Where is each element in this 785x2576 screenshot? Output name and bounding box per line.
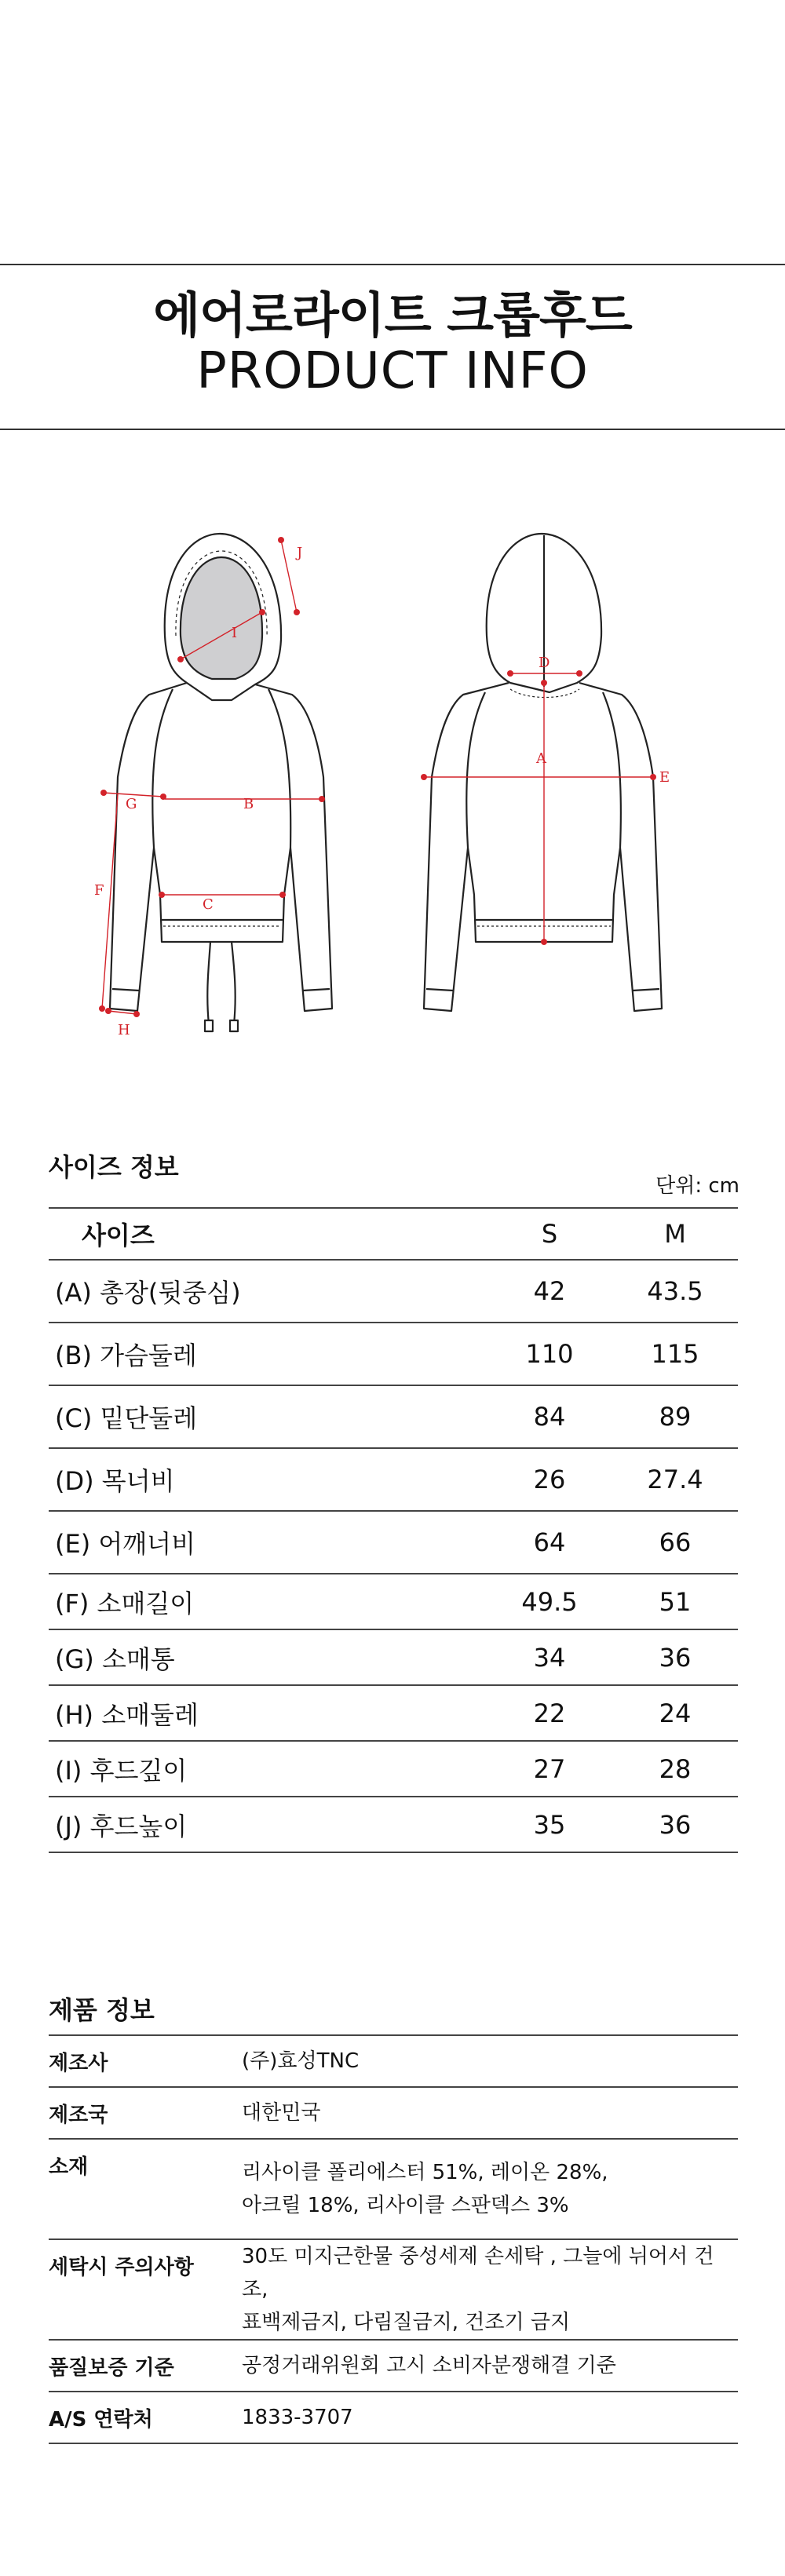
info-label: 제조사 bbox=[49, 2035, 242, 2087]
row-s-value: 64 bbox=[487, 1511, 612, 1574]
row-name: (F) 소매길이 bbox=[49, 1574, 487, 1629]
label-f: F bbox=[94, 882, 104, 899]
info-value-line: 표백제금지, 다림질금지, 건조기 금지 bbox=[242, 2311, 571, 2334]
product-info-table bbox=[49, 2034, 738, 2444]
label-c: C bbox=[203, 896, 214, 913]
row-name: (A) 총장(뒷중심) bbox=[49, 1260, 487, 1323]
row-m-value: 28 bbox=[612, 1741, 738, 1797]
column-m: M bbox=[612, 1208, 738, 1260]
row-m-value: 43.5 bbox=[612, 1260, 738, 1323]
info-value-line: 아크릴 18%, 리사이클 스판덱스 3% bbox=[242, 2194, 569, 2217]
row-s-value: 84 bbox=[487, 1385, 612, 1448]
info-value-line: (주)효성TNC bbox=[242, 2049, 360, 2073]
row-name: (E) 어깨너비 bbox=[49, 1511, 487, 1574]
table-row bbox=[49, 1629, 738, 1685]
info-label: 제조국 bbox=[49, 2087, 242, 2139]
size-info-title: 사이즈 정보 bbox=[49, 1152, 179, 1182]
table-row bbox=[49, 1685, 738, 1741]
label-d: D bbox=[539, 655, 550, 671]
info-label: A/S 연락처 bbox=[49, 2392, 242, 2443]
row-s-value: 22 bbox=[487, 1685, 612, 1741]
product-info-title: 제품 정보 bbox=[49, 1995, 155, 2025]
info-value bbox=[242, 2239, 738, 2340]
row-m-value: 115 bbox=[612, 1323, 738, 1385]
label-j: J bbox=[297, 545, 303, 561]
unit-label: 단위: cm bbox=[655, 1174, 739, 1198]
table-row bbox=[49, 1260, 738, 1323]
table-row bbox=[49, 2087, 738, 2139]
info-value-line: 30도 미지근한물 중성세제 손세탁 , 그늘에 뉘어서 건조, bbox=[242, 2245, 714, 2301]
table-row bbox=[49, 1323, 738, 1385]
info-value-line: 1833-3707 bbox=[242, 2406, 353, 2429]
row-m-value: 89 bbox=[612, 1385, 738, 1448]
table-row bbox=[49, 1797, 738, 1852]
row-s-value: 110 bbox=[487, 1323, 612, 1385]
header-top-rule bbox=[0, 264, 785, 265]
label-i: I bbox=[232, 625, 238, 641]
info-value bbox=[242, 2340, 738, 2392]
table-row bbox=[49, 1448, 738, 1511]
table-row bbox=[49, 2340, 738, 2392]
table-row bbox=[49, 2392, 738, 2443]
info-label: 세탁시 주의사항 bbox=[49, 2239, 242, 2340]
row-m-value: 24 bbox=[612, 1685, 738, 1741]
table-row bbox=[49, 1574, 738, 1629]
table-row bbox=[49, 1741, 738, 1797]
header-bottom-rule bbox=[0, 429, 785, 430]
label-a: A bbox=[536, 750, 546, 767]
info-value-line: 공정거래위원회 고시 소비자분쟁해결 기준 bbox=[242, 2354, 616, 2377]
row-s-value: 35 bbox=[487, 1797, 612, 1852]
row-m-value: 27.4 bbox=[612, 1448, 738, 1511]
garment-measurement-diagram bbox=[94, 518, 691, 1067]
row-name: (D) 목너비 bbox=[49, 1448, 487, 1511]
row-name: (G) 소매통 bbox=[49, 1629, 487, 1685]
table-row bbox=[49, 1385, 738, 1448]
size-table-header bbox=[49, 1208, 738, 1260]
row-s-value: 27 bbox=[487, 1741, 612, 1797]
label-b: B bbox=[243, 796, 254, 812]
label-e: E bbox=[659, 769, 670, 786]
info-value-line: 리사이클 폴리에스터 51%, 레이온 28%, bbox=[242, 2161, 608, 2184]
size-table bbox=[49, 1207, 738, 1853]
label-g: G bbox=[126, 796, 137, 812]
row-name: (B) 가슴둘레 bbox=[49, 1323, 487, 1385]
table-row bbox=[49, 2239, 738, 2340]
info-label: 소재 bbox=[49, 2139, 242, 2239]
row-name: (C) 밑단둘레 bbox=[49, 1385, 487, 1448]
row-s-value: 49.5 bbox=[487, 1574, 612, 1629]
front-view bbox=[110, 534, 332, 1031]
table-row bbox=[49, 1511, 738, 1574]
row-m-value: 36 bbox=[612, 1797, 738, 1852]
row-s-value: 34 bbox=[487, 1629, 612, 1685]
row-name: (J) 후드높이 bbox=[49, 1797, 487, 1852]
row-s-value: 42 bbox=[487, 1260, 612, 1323]
table-row bbox=[49, 2035, 738, 2087]
row-m-value: 36 bbox=[612, 1629, 738, 1685]
info-value bbox=[242, 2392, 738, 2443]
info-value bbox=[242, 2087, 738, 2139]
column-s: S bbox=[487, 1208, 612, 1260]
table-row bbox=[49, 2139, 738, 2239]
info-value-line: 대한민국 bbox=[242, 2101, 321, 2125]
info-value bbox=[242, 2139, 738, 2239]
row-name: (I) 후드깊이 bbox=[49, 1741, 487, 1797]
product-title: 에어로라이트 크롭후드 bbox=[153, 286, 632, 344]
info-value bbox=[242, 2035, 738, 2087]
label-h: H bbox=[118, 1022, 130, 1038]
row-m-value: 51 bbox=[612, 1574, 738, 1629]
row-name: (H) 소매둘레 bbox=[49, 1685, 487, 1741]
column-size: 사이즈 bbox=[49, 1208, 487, 1260]
row-s-value: 26 bbox=[487, 1448, 612, 1511]
info-label: 품질보증 기준 bbox=[49, 2340, 242, 2392]
row-m-value: 66 bbox=[612, 1511, 738, 1574]
product-info-heading: PRODUCT INFO bbox=[196, 342, 589, 400]
